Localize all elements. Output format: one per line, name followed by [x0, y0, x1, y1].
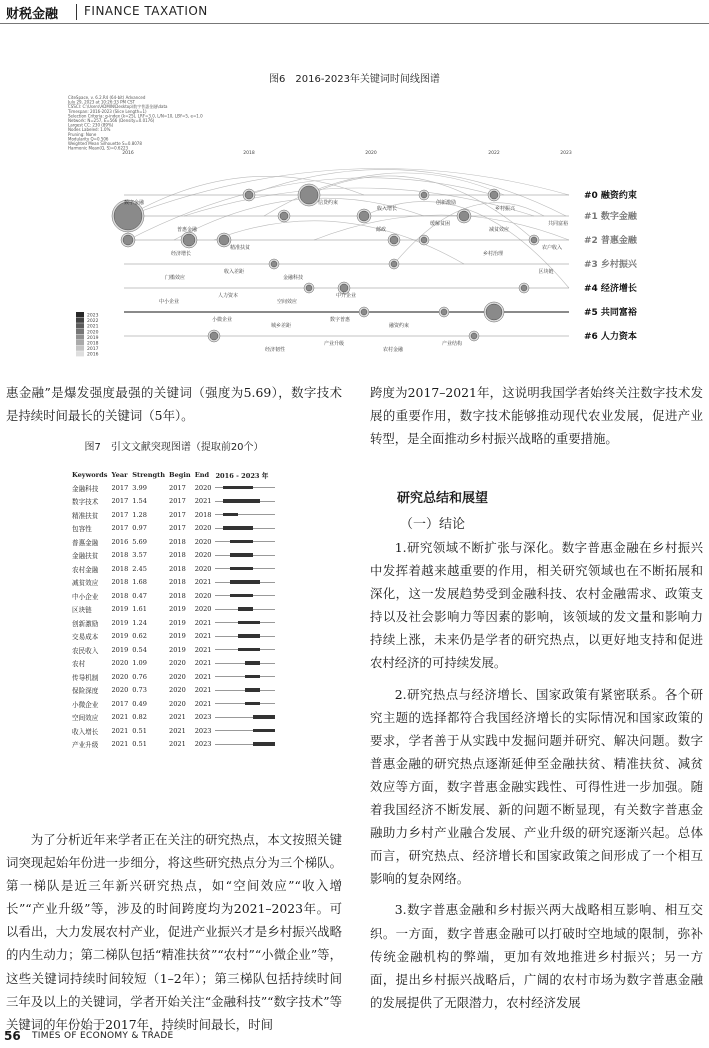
figure6-node: [459, 211, 469, 221]
sub-title: （一）结论: [400, 517, 466, 532]
figure7-caption: 图7 引文文献突现图谱（提取前20个）: [84, 442, 264, 453]
figure7-cell-kw: 农村: [72, 660, 86, 669]
figure7-cell-year: 2019: [111, 645, 129, 654]
figure6-node-label: 人力资本: [217, 293, 239, 299]
figure6-arc: [249, 169, 566, 216]
figure7-cell-kw: 数字技术: [72, 498, 99, 507]
figure7-cell-end: 2021: [194, 578, 212, 587]
figure7-cell-begin: 2021: [169, 713, 186, 722]
figure7-burst-segment: [238, 634, 261, 638]
figure6-node-label: 空间效应: [276, 299, 298, 305]
figure7-cell-strength: 0.49: [132, 699, 147, 708]
figure7-burst-bar: [213, 522, 280, 536]
figure6-year-label: 2022: [488, 151, 500, 156]
figure7-cell-year: 2017: [111, 699, 129, 708]
figure7-cell-begin: 2017: [169, 497, 186, 506]
left-paragraph-1: 惠金融”是爆发强度最强的关键词（强度为5.69），数字技术是持续时间最长的关键词（5年）。: [6, 385, 342, 424]
figure7-cell-year: 2019: [111, 618, 129, 627]
figure7-cell-end: 2021: [194, 618, 212, 627]
figure6-node-label: 精准扶贫: [229, 245, 251, 251]
figure7-burst-bar: [213, 657, 280, 671]
section-title: 研究总结和展望: [397, 491, 489, 506]
figure7-cell-kw: 农民收入: [72, 646, 99, 655]
figure6-node: [391, 261, 397, 267]
figure6-node-label: 数字金融: [123, 200, 145, 206]
figure7-row: [70, 697, 280, 711]
figure7-header-cell: Keywords: [72, 470, 108, 479]
header-brand-en: FINANCE TAXATION: [84, 4, 208, 18]
figure7-cell-strength: 0.47: [132, 591, 147, 600]
figure6-legend-swatch: [76, 329, 84, 334]
figure6-legend-year: 2019: [87, 335, 99, 341]
figure7-cell-kw: 精准扶贫: [72, 511, 99, 520]
figure7-header-cell: End: [194, 470, 210, 479]
figure6-node-label: 经济韧性: [264, 347, 286, 353]
figure7-cell-end: 2021: [194, 497, 212, 506]
figure7-burst-segment: [245, 688, 260, 692]
figure6-nodes: [112, 184, 568, 353]
figure7-cell-begin: 2019: [169, 618, 186, 627]
figure7-cell-end: 2021: [194, 672, 212, 681]
figure7-burst-segment: [230, 567, 253, 571]
figure7-row: [70, 630, 280, 644]
figure6-node: [531, 237, 537, 243]
figure7-cell-kw: 农村金融: [72, 565, 99, 574]
figure7-cell-end: 2020: [194, 537, 212, 546]
figure7-burst-bar: [213, 603, 280, 617]
figure7-cell-begin: 2020: [169, 686, 186, 695]
left-column-bottom: [6, 828, 342, 1036]
figure6-cluster-label: #4 经济增长: [584, 284, 637, 294]
page-footer: [0, 1026, 709, 1048]
figure6-year-legend: [76, 312, 99, 357]
figure7-row: [70, 711, 280, 725]
figure7-cell-strength: 2.45: [132, 564, 147, 573]
figure7-cell-kw: 普惠金融: [72, 538, 99, 547]
figure6-node: [490, 191, 498, 199]
figure6-node: [271, 261, 277, 267]
header-brand: 财税金融: [6, 7, 59, 22]
figure7-cell-year: 2017: [111, 524, 129, 533]
figure6-node-label: 邮政: [375, 227, 387, 233]
figure7-burst-bar: [213, 738, 280, 752]
header-rule: [0, 23, 709, 24]
figure6-node: [471, 333, 477, 339]
figure7-burst-bar: [213, 495, 280, 509]
figure7-burst-segment: [238, 607, 253, 611]
figure6-meta-line: Pruning: None: [68, 131, 97, 137]
figure6-legend-year: 2018: [87, 341, 99, 347]
figure7-cell-strength: 0.51: [132, 726, 147, 735]
right-paragraph-0: 跨度为2017–2021年，这说明我国学者始终关注数字技术发展的重要作用，数字技术能够推动现代农业发展，促进产业转型，是全面推动乡村振兴战略的重要措施。: [370, 385, 703, 447]
header-divider: [76, 4, 77, 20]
figure6-node-label: 收入差距: [223, 269, 245, 275]
figure7-row: [70, 738, 280, 752]
figure7-cell-kw: 包容性: [72, 525, 92, 534]
figure7-cell-strength: 0.73: [132, 686, 147, 695]
figure6-legend-year: 2023: [87, 313, 99, 319]
figure7-cell-year: 2018: [111, 591, 129, 600]
figure6-year-label: 2023: [560, 151, 572, 156]
figure7-cell-begin: 2020: [169, 659, 186, 668]
figure6-meta-line: Weighted Mean Silhouette S=0.8078: [68, 141, 142, 146]
figure7-cell-begin: 2019: [169, 605, 186, 614]
right-column-body: [370, 536, 703, 1014]
figure7-burst-segment: [253, 729, 276, 733]
figure7-cell-year: 2019: [111, 632, 129, 641]
figure7-burst-bar: [213, 481, 280, 495]
figure7-cell-year: 2021: [111, 726, 129, 735]
figure7-cell-year: 2017: [111, 497, 129, 506]
figure7-header-cell: Begin: [169, 470, 191, 479]
figure7-cell-begin: 2021: [169, 740, 186, 749]
figure7-cell-strength: 0.62: [132, 632, 147, 641]
figure7-cell-year: 2021: [111, 713, 129, 722]
figure6-year-label: 2020: [365, 151, 377, 156]
figure6-node: [359, 211, 369, 221]
figure6-timeline-map: [64, 92, 664, 357]
figure6-node-label: 创新激励: [435, 200, 457, 206]
figure7-cell-end: 2023: [194, 726, 212, 735]
figure7-cell-year: 2018: [111, 564, 129, 573]
figure6-legend-swatch: [76, 340, 84, 345]
figure7-burst-bar: [213, 684, 280, 698]
figure7-cell-strength: 1.28: [132, 510, 147, 519]
figure7-cell-strength: 0.51: [132, 740, 147, 749]
figure6-node: [340, 284, 348, 292]
figure6-cluster-label: #0 融资约束: [584, 191, 637, 201]
figure7-burst-segment: [253, 715, 276, 719]
figure7-row: [70, 603, 280, 617]
page-header: [0, 0, 709, 24]
figure6-node-label: 城乡差距: [270, 323, 292, 329]
publication-name: TIMES OF ECONOMY & TRADE: [32, 1031, 174, 1041]
figure6-meta-line: July 29, 2023 at 10:26:33 PM CST: [68, 99, 135, 105]
figure7-burst-segment: [223, 486, 253, 490]
figure7-cell-begin: 2018: [169, 578, 186, 587]
figure7-cell-strength: 3.57: [132, 551, 147, 560]
figure7-cell-end: 2020: [194, 564, 212, 573]
figure6-node-label: 产业结构: [441, 341, 463, 347]
figure7-cell-end: 2021: [194, 645, 212, 654]
figure7-cell-begin: 2019: [169, 632, 186, 641]
figure7-row: [70, 508, 280, 522]
figure6-meta-line: Harmonic Mean(Q, S)=0.6223: [68, 145, 129, 151]
figure7-burst-bar: [213, 508, 280, 522]
figure6-node: [486, 304, 502, 320]
figure7-cell-end: 2021: [194, 699, 212, 708]
figure6-legend-swatch: [76, 346, 84, 351]
figure7-cell-year: 2020: [111, 659, 129, 668]
figure7-burst-segment: [238, 621, 261, 625]
figure7-row: [70, 724, 280, 738]
right-paragraph-1: 1.研究领域不断扩张与深化。数字普惠金融在乡村振兴中发挥着越来越重要的作用，相关研究领域也在不断拓展和深化，这一发展趋势受到金融科技、农村金融需求、政策支持以及社会影响力等因素的影响，该领域的发文量和影响力持续上涨，未来仍是学者的研究热点，以更好地支持和促进农村经济的可持续发展。: [370, 540, 703, 671]
figure7-burst-bar: [213, 630, 280, 644]
figure6-cluster-label: #3 乡村振兴: [584, 260, 637, 270]
figure6-year-label: 2016: [122, 151, 134, 156]
figure6-legend-swatch: [76, 312, 84, 317]
figure7-header-cell: Year: [111, 470, 128, 479]
figure7-cell-kw: 中小企业: [72, 592, 99, 601]
figure6-node: [306, 285, 312, 291]
figure6-node-label: 农村金融: [382, 347, 404, 353]
figure7-burst-bar: [213, 616, 280, 630]
figure7-cell-begin: 2021: [169, 726, 186, 735]
figure7-cell-strength: 0.82: [132, 713, 147, 722]
figure6-node-label: 收入增长: [376, 206, 398, 212]
left-paragraph-2: 为了分析近年来学者正在关注的研究热点，本文按照关键词突现起始年份进一步细分，将这些研究热点分为三个梯队。第一梯队是近三年新兴研究热点，如“空间效应”“收入增长”“产业升级”等，涉及的时间跨度均为2021–2023年。可以看出，大力发展农村产业，促进产业振兴才是乡村振兴战略的内生动力；第二梯队包括“精准扶贫”“农村”“小微企业”等，这些关键词持续时间较短（1–2年）；第三梯队包括持续时间三年及以上的关键词，学者开始关注“金融科技”“数字技术”等关键词的年份始于2017年，持续时间最长，时间: [6, 832, 342, 1032]
figure6-year-axis: [122, 150, 572, 156]
figure7-cell-begin: 2019: [169, 645, 186, 654]
figure6-legend-year: 2016: [87, 352, 99, 357]
figure7-cell-strength: 0.97: [132, 524, 147, 533]
figure7-burst-segment: [238, 648, 261, 652]
figure7-row: [70, 562, 280, 576]
figure6-node-label: 金融科技: [282, 275, 304, 281]
figure6-legend-swatch: [76, 334, 84, 339]
figure7-header-cell: Strength: [132, 470, 165, 479]
figure7-cell-end: 2020: [194, 551, 212, 560]
figure6-node: [219, 235, 229, 245]
figure7-burst-segment: [223, 499, 261, 503]
figure6-node: [361, 309, 367, 315]
figure7-cell-year: 2016: [111, 537, 129, 546]
figure6-cluster-labels: [584, 189, 638, 342]
figure6-node-label: 缓解贫困: [429, 221, 451, 227]
figure7-cell-begin: 2017: [169, 524, 186, 533]
figure6-legend-swatch: [76, 351, 84, 356]
figure7-cell-kw: 空间效应: [72, 714, 99, 723]
figure7-cell-year: 2018: [111, 578, 129, 587]
figure6-meta-line: Nodes Labeled: 1.0%: [68, 127, 111, 133]
figure7-cell-kw: 金融科技: [72, 484, 99, 493]
figure6-node: [390, 236, 398, 244]
figure6-meta-line: Timespan: 2016-2023 (Slice Length=1): [68, 108, 147, 114]
figure7-burst-segment: [230, 540, 253, 544]
figure6-node-label: 中介企业: [335, 293, 357, 299]
figure6-node-label: 中小企业: [158, 299, 180, 305]
figure6-node: [183, 234, 195, 246]
figure7-cell-end: 2023: [194, 713, 212, 722]
figure6-node-label: 共同富裕: [547, 221, 569, 227]
figure7-cell-begin: 2017: [169, 483, 186, 492]
figure6-node: [421, 237, 427, 243]
figure7-burst-bar: [213, 697, 280, 711]
figure6-legend-year: 2017: [87, 347, 99, 353]
figure7-burst-segment: [245, 675, 260, 679]
figure6-node: [521, 285, 527, 291]
figure7-cell-end: 2020: [194, 524, 212, 533]
figure7-row: [70, 643, 280, 657]
figure7-burst-bar: [213, 589, 280, 603]
figure7-cell-strength: 1.24: [132, 618, 147, 627]
figure7-cell-strength: 0.54: [132, 645, 147, 654]
figure6-year-label: 2018: [243, 151, 255, 156]
figure7-cell-end: 2018: [194, 510, 212, 519]
figure6-node: [280, 212, 288, 220]
right-column-top: [370, 381, 703, 450]
figure7-burst-segment: [253, 742, 276, 746]
figure6-meta-line: Network: N=257, E=566 (Density=0.0176): [68, 118, 155, 123]
figure7-cell-year: 2020: [111, 672, 129, 681]
figure7-burst-bar: [213, 711, 280, 725]
figure6-cluster-label: #1 数字金融: [584, 212, 637, 222]
figure7-cell-end: 2020: [194, 483, 212, 492]
figure7-cell-strength: 1.09: [132, 659, 147, 668]
figure7-cell-strength: 1.61: [132, 605, 147, 614]
figure7-cell-kw: 减贫效应: [72, 579, 99, 588]
figure6-meta-line: CiteSpace, v. 6.2.R4 (64-bit) Advanced: [68, 95, 146, 100]
figure7-cell-year: 2019: [111, 605, 129, 614]
figure6-cluster-label: #5 共同富裕: [584, 308, 637, 318]
right-paragraph-2: 2.研究热点与经济增长、国家政策有紧密联系。各个研究主题的选择都符合我国经济增长的实际情况和国家政策的要求，学者善于从实践中发掘问题并研究、解决问题。数字普惠金融的研究热点逐渐延伸至金融扶贫、精准扶贫、减贫效应等方面，数字普惠金融实践性、可得性进一步加强。随着我国经济不断发展、新的问题不断显现，有关数字普惠金融助力乡村产业融合发展、产业升级的研究逐渐兴起。总体而言，研究热点、经济增长和国家政策之间形成了一个相互影响的复杂网络。: [370, 686, 703, 887]
figure7-row: [70, 616, 280, 630]
figure6-node: [210, 332, 218, 340]
figure7-cell-begin: 2020: [169, 672, 186, 681]
figure7-cell-begin: 2018: [169, 551, 186, 560]
figure7-cell-end: 2021: [194, 686, 212, 695]
figure6-legend-year: 2021: [87, 324, 99, 330]
figure7-cell-kw: 收入增长: [72, 727, 99, 736]
figure7-cell-year: 2017: [111, 510, 129, 519]
figure7-cell-end: 2020: [194, 605, 212, 614]
figure7-burst-segment: [223, 526, 253, 530]
figure7-burst-segment: [230, 594, 253, 598]
figure6-node-label: 区块链: [538, 269, 554, 275]
figure6-node-label: 减贫效应: [488, 227, 510, 233]
figure7-cell-begin: 2020: [169, 699, 186, 708]
page-number: 56: [4, 1029, 21, 1043]
figure6-legend-swatch: [76, 323, 84, 328]
figure7-cell-year: 2021: [111, 740, 129, 749]
figure7-cell-kw: 保险深度: [72, 687, 99, 696]
figure7-cell-begin: 2017: [169, 510, 186, 519]
figure7-cell-kw: 交易成本: [72, 633, 99, 642]
figure6-meta-block: [67, 95, 203, 151]
figure6-node-label: 小微企业: [211, 317, 233, 323]
figure7-cell-end: 2021: [194, 659, 212, 668]
figure7-burst-bar: [213, 562, 280, 576]
figure7-header-cell: 2016 - 2023 年: [215, 471, 269, 480]
figure6-cluster-label: #6 人力资本: [584, 332, 637, 342]
figure7-cell-strength: 1.54: [132, 497, 147, 506]
figure7-cell-kw: 产业升级: [72, 741, 99, 750]
figure7-cell-end: 2023: [194, 740, 212, 749]
figure6-node-label: 数字普惠: [329, 317, 351, 323]
figure6-node: [123, 235, 133, 245]
figure7-cell-strength: 5.69: [132, 537, 147, 546]
figure6-node-label: 乡村治理: [482, 251, 504, 257]
figure7-cell-strength: 3.99: [132, 483, 147, 492]
figure7-row: [70, 549, 280, 563]
figure6-node-label: 门槛效应: [164, 275, 186, 281]
figure7-burst-bar: [213, 724, 280, 738]
figure7-burst-bar: [213, 643, 280, 657]
left-column-top: [6, 381, 342, 427]
figure7-cell-kw: 区块链: [72, 606, 92, 615]
figure7-cell-begin: 2018: [169, 591, 186, 600]
figure7-cell-year: 2020: [111, 686, 129, 695]
figure7-cell-kw: 小微企业: [72, 700, 99, 709]
figure7-header-row: [70, 468, 280, 481]
figure6-node-label: 信贷约束: [317, 200, 339, 206]
figure6-node-label: 农户收入: [541, 245, 563, 251]
figure7-row: [70, 495, 280, 509]
figure6-legend-year: 2020: [87, 330, 99, 336]
figure6-node: [245, 191, 253, 199]
figure7-burst-segment: [230, 580, 260, 584]
figure6-meta-line: Modularity Q=0.506: [68, 136, 109, 142]
figure6-node: [300, 186, 318, 204]
figure7-row: [70, 576, 280, 590]
figure6-node-label: 乡村振兴: [494, 206, 516, 212]
figure6-legend-year: 2022: [87, 319, 99, 325]
figure7-row: [70, 481, 280, 495]
figure7-row: [70, 684, 280, 698]
right-paragraph-3: 3.数字普惠金融和乡村振兴两大战略相互影响、相互交织。一方面，数字普惠金融可以打破时空地域的限制，弥补传统金融机构的弊端，更加有效地推进乡村振兴；另一方面，提出乡村振兴战略后，广阔的农村市场为数字普惠金融的发展提供了无限潜力，农村经济发展: [370, 902, 703, 1010]
figure6-meta-line: Largest CC: 230 (89%): [68, 122, 114, 128]
figure7-cell-kw: 金融扶贫: [72, 552, 99, 561]
figure7-burst-segment: [230, 553, 253, 557]
figure6-legend-swatch: [76, 318, 84, 323]
figure7-row: [70, 589, 280, 603]
figure7-burst-bar: [213, 670, 280, 684]
figure6-node-label: 产业升级: [323, 341, 345, 347]
figure6-node: [441, 309, 447, 315]
figure7-cell-kw: 传导机制: [72, 673, 99, 682]
figure7-row: [70, 657, 280, 671]
figure7-burst-segment: [245, 702, 260, 706]
figure7-cell-end: 2020: [194, 591, 212, 600]
figure7-cell-strength: 1.68: [132, 578, 147, 587]
figure7-cell-year: 2017: [111, 483, 129, 492]
figure7-cell-begin: 2018: [169, 537, 186, 546]
figure6-caption: 图6 2016-2023年关键词时间线图谱: [269, 74, 440, 85]
figure7-row: [70, 522, 280, 536]
figure7-cell-strength: 0.76: [132, 672, 147, 681]
figure6-node-label: 经济增长: [170, 251, 192, 257]
figure7-burst-bar: [213, 535, 280, 549]
figure7-row: [70, 670, 280, 684]
figure7-cell-kw: 创新激励: [72, 619, 99, 628]
figure6-meta-line: CSSCI: C:\Users\ADMIN\Desktop\数字普惠金融\data: [68, 104, 168, 110]
figure6-cluster-label: #2 普惠金融: [584, 236, 637, 246]
figure6-node-label: 融资约束: [388, 323, 410, 329]
figure6-node: [114, 202, 142, 230]
figure7-row: [70, 535, 280, 549]
figure7-cell-end: 2021: [194, 632, 212, 641]
figure7-cell-begin: 2018: [169, 564, 186, 573]
figure7-cell-year: 2018: [111, 551, 129, 560]
figure6-node: [421, 192, 427, 198]
figure6-node-label: 普惠金融: [176, 227, 198, 233]
figure7-burst-segment: [223, 513, 238, 517]
figure6-meta-line: Selection Criteria: g-index (k=25), LRF=3.0, L/N=10, LBY=5, e=1.0: [68, 113, 203, 119]
figure7-burst-segment: [245, 661, 260, 665]
figure7-burst-bar: [213, 576, 280, 590]
figure7-burst-table: [70, 468, 280, 768]
figure7-burst-bar: [213, 549, 280, 563]
